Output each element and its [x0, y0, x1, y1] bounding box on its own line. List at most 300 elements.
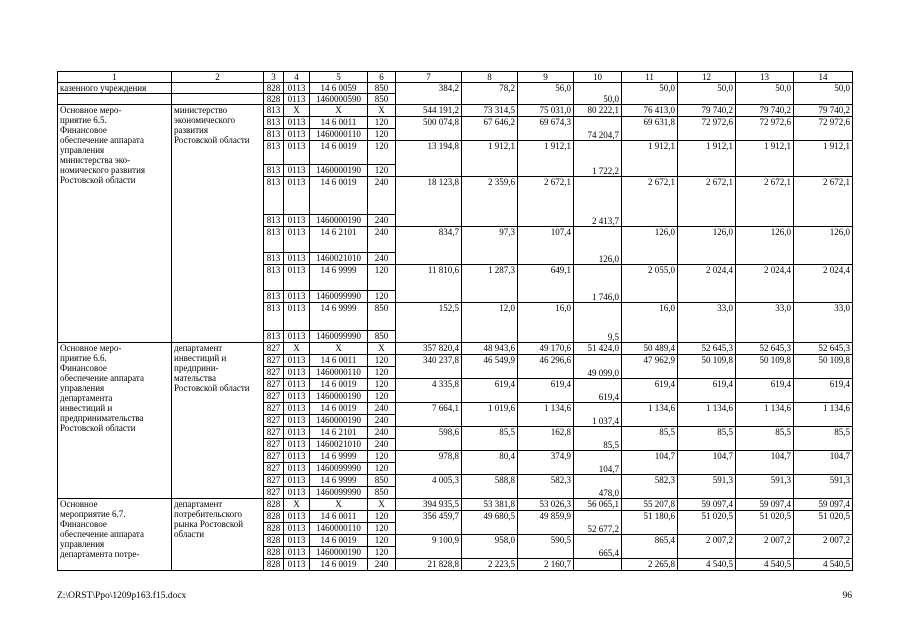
page-number: 96: [842, 591, 852, 601]
org-cell-line: мательства: [174, 373, 216, 383]
cell-c5: 1460000110: [310, 367, 368, 379]
cell-c11: 1 134,6: [622, 403, 678, 415]
cell-c6: 120: [368, 463, 396, 475]
cell-c5: 14 6 0019: [310, 379, 368, 391]
header-row: [58, 72, 853, 83]
cell-c6: 120: [368, 511, 396, 523]
cell-c7: [396, 129, 462, 141]
cell-c13: 52 645,3: [736, 343, 794, 355]
cell-c14: [794, 463, 853, 475]
cell-c5: 14 6 9999: [310, 451, 368, 463]
cell-c8: 1 912,1: [462, 141, 518, 165]
cell-c10: 619,4: [574, 391, 622, 403]
cell-c6: 120: [368, 379, 396, 391]
cell-c7: [396, 415, 462, 427]
cell-c13: 79 740,2: [736, 105, 794, 117]
cell-c10: 2 413,7: [574, 215, 622, 227]
cell-c3: 827: [264, 367, 284, 379]
cell-c8: 97,3: [462, 227, 518, 253]
cell-c4: 0113: [284, 427, 310, 439]
cell-c10: 104,7: [574, 463, 622, 475]
header-cell: 12: [678, 72, 736, 83]
cell-c6: 120: [368, 141, 396, 165]
header-cell: 6: [368, 72, 396, 83]
cell-c10: [574, 355, 622, 367]
cell-c11: 2 672,1: [622, 177, 678, 215]
header-cell: 1: [58, 72, 172, 83]
cell-c4: 0113: [284, 439, 310, 451]
event-cell-line: Ростовской области: [60, 423, 136, 433]
cell-c9: 49 859,9: [518, 511, 574, 523]
cell-c9: 49 170,6: [518, 343, 574, 355]
cell-c7: 13 194,8: [396, 141, 462, 165]
table-row: [58, 83, 853, 94]
cell-c13: [736, 367, 794, 379]
cell-c5: 1460000190: [310, 165, 368, 177]
cell-c12: [678, 547, 736, 559]
cell-c12: 59 097,4: [678, 499, 736, 511]
cell-c10: 1 746,0: [574, 291, 622, 303]
cell-c11: 51 180,6: [622, 511, 678, 523]
cell-c8: 619,4: [462, 379, 518, 391]
event-cell-line: приятие 6.5.: [60, 115, 107, 125]
cell-c9: 56,0: [518, 83, 574, 94]
cell-c13: [736, 331, 794, 343]
cell-c12: [678, 165, 736, 177]
cell-c6: 850: [368, 475, 396, 487]
cell-c10: [574, 117, 622, 129]
event-cell-line: департамента потре-: [60, 549, 140, 559]
cell-c13: [736, 94, 794, 105]
cell-c10: 126,0: [574, 253, 622, 265]
cell-c4: 0113: [284, 451, 310, 463]
cell-c13: [736, 463, 794, 475]
cell-c14: [794, 391, 853, 403]
budget-table: [57, 71, 853, 571]
cell-c3: 827: [264, 487, 284, 499]
cell-c11: [622, 253, 678, 265]
cell-c10: [574, 403, 622, 415]
cell-c10: [574, 475, 622, 487]
cell-c5: 14 6 2101: [310, 227, 368, 253]
event-cell-line: номического развития: [60, 165, 146, 175]
cell-c14: 104,7: [794, 451, 853, 463]
cell-c5: 14 6 2101: [310, 427, 368, 439]
cell-c9: [518, 253, 574, 265]
cell-c10: [574, 535, 622, 547]
cell-c8: 12,0: [462, 303, 518, 331]
cell-c13: [736, 165, 794, 177]
cell-c13: [736, 129, 794, 141]
cell-c4: 0113: [284, 487, 310, 499]
cell-c13: 126,0: [736, 227, 794, 253]
cell-c7: 544 191,2: [396, 105, 462, 117]
cell-c12: [678, 215, 736, 227]
cell-c7: [396, 291, 462, 303]
cell-c4: 0113: [284, 463, 310, 475]
cell-c10: [574, 303, 622, 331]
cell-c14: [794, 487, 853, 499]
cell-c11: 85,5: [622, 427, 678, 439]
event-cell-line: предпринимательства: [60, 413, 144, 423]
cell-c8: [462, 391, 518, 403]
event-cell-line: Основное меро-: [60, 105, 122, 115]
cell-c5: 14 6 9999: [310, 265, 368, 291]
cell-c3: 813: [264, 331, 284, 343]
cell-c11: 50,0: [622, 83, 678, 94]
org-cell-line: области: [174, 529, 205, 539]
cell-c7: [396, 547, 462, 559]
cell-c14: 50,0: [794, 83, 853, 94]
cell-c10: [574, 379, 622, 391]
cell-c9: 1 912,1: [518, 141, 574, 165]
cell-c8: 67 646,2: [462, 117, 518, 129]
cell-c5: 1460000190: [310, 547, 368, 559]
cell-c5: X: [310, 343, 368, 355]
cell-c6: 240: [368, 415, 396, 427]
cell-c14: [794, 415, 853, 427]
cell-c5: 1460021010: [310, 253, 368, 265]
cell-c13: 104,7: [736, 451, 794, 463]
cell-c11: 2 055,0: [622, 265, 678, 291]
cell-c5: 14 6 9999: [310, 303, 368, 331]
cell-c6: 240: [368, 227, 396, 253]
cell-c3: 813: [264, 129, 284, 141]
cell-c5: 1460021010: [310, 439, 368, 451]
event-cell-line: управления: [60, 145, 105, 155]
cell-c10: [574, 227, 622, 253]
cell-c6: 120: [368, 291, 396, 303]
cell-c12: 52 645,3: [678, 343, 736, 355]
cell-c13: 1 134,6: [736, 403, 794, 415]
cell-c8: 53 381,8: [462, 499, 518, 511]
cell-c3: 828: [264, 511, 284, 523]
event-cell-line: управления: [60, 539, 105, 549]
cell-c3: 827: [264, 463, 284, 475]
cell-c12: [678, 367, 736, 379]
cell-c10: [574, 83, 622, 94]
cell-c4: 0113: [284, 265, 310, 291]
cell-c8: [462, 129, 518, 141]
header-cell: 8: [462, 72, 518, 83]
org-cell: [172, 94, 264, 105]
cell-c13: [736, 547, 794, 559]
cell-c10: 85,5: [574, 439, 622, 451]
cell-c6: 240: [368, 403, 396, 415]
cell-c6: 240: [368, 253, 396, 265]
cell-c13: 4 540,5: [736, 559, 794, 571]
cell-c9: 46 296,6: [518, 355, 574, 367]
cell-c9: [518, 487, 574, 499]
cell-c4: 0113: [284, 177, 310, 215]
cell-c5: 1460099990: [310, 291, 368, 303]
cell-c5: 1460000590: [310, 94, 368, 105]
cell-c3: 813: [264, 265, 284, 291]
cell-c11: [622, 547, 678, 559]
header-cell: 7: [396, 72, 462, 83]
cell-c6: 120: [368, 355, 396, 367]
cell-c12: 50,0: [678, 83, 736, 94]
event-cell-line: Финансовое: [60, 363, 107, 373]
cell-c13: [736, 439, 794, 451]
cell-c9: 162,8: [518, 427, 574, 439]
cell-c11: 69 631,8: [622, 117, 678, 129]
cell-c4: 0113: [284, 415, 310, 427]
cell-c9: [518, 547, 574, 559]
cell-c9: 649,1: [518, 265, 574, 291]
cell-c3: 813: [264, 253, 284, 265]
cell-c12: 2 672,1: [678, 177, 736, 215]
cell-c3: 828: [264, 94, 284, 105]
cell-c11: 47 962,9: [622, 355, 678, 367]
cell-c12: 126,0: [678, 227, 736, 253]
cell-c14: 126,0: [794, 227, 853, 253]
cell-c9: 107,4: [518, 227, 574, 253]
cell-c13: 1 912,1: [736, 141, 794, 165]
cell-c14: [794, 547, 853, 559]
cell-c7: 9 100,9: [396, 535, 462, 547]
cell-c11: [622, 291, 678, 303]
cell-c5: 14 6 0019: [310, 535, 368, 547]
cell-c3: 827: [264, 427, 284, 439]
cell-c14: 4 540,5: [794, 559, 853, 571]
cell-c6: 850: [368, 487, 396, 499]
cell-c14: 1 912,1: [794, 141, 853, 165]
cell-c5: 14 6 0019: [310, 403, 368, 415]
cell-c8: 958,0: [462, 535, 518, 547]
b3-total-row: [58, 499, 853, 511]
cell-c11: 50 489,4: [622, 343, 678, 355]
header-cell: 4: [284, 72, 310, 83]
cell-c14: [794, 439, 853, 451]
event-cell-line: Основное: [60, 499, 98, 509]
cell-c8: [462, 415, 518, 427]
cell-c13: 2 007,2: [736, 535, 794, 547]
cell-c11: 126,0: [622, 227, 678, 253]
cell-c10: 665,4: [574, 547, 622, 559]
cell-c8: 1 019,6: [462, 403, 518, 415]
cell-c5: 14 6 0011: [310, 355, 368, 367]
cell-c11: [622, 165, 678, 177]
cell-c9: [518, 129, 574, 141]
cell-c14: 33,0: [794, 303, 853, 331]
cell-c14: 51 020,5: [794, 511, 853, 523]
cell-c13: [736, 253, 794, 265]
event-cell: [58, 105, 172, 343]
cell-c10: 9,5: [574, 331, 622, 343]
cell-c10: 80 222,1: [574, 105, 622, 117]
cell-c7: 4 005,3: [396, 475, 462, 487]
cell-c12: [678, 291, 736, 303]
cell-c9: 16,0: [518, 303, 574, 331]
cell-c12: 1 912,1: [678, 141, 736, 165]
cell-c7: [396, 253, 462, 265]
cell-c3: 813: [264, 291, 284, 303]
cell-c13: 50,0: [736, 83, 794, 94]
cell-c12: 72 972,6: [678, 117, 736, 129]
cell-c7: [396, 367, 462, 379]
cell-c9: 69 674,3: [518, 117, 574, 129]
cell-c4: 0113: [284, 523, 310, 535]
cell-c7: 978,8: [396, 451, 462, 463]
cell-c12: [678, 331, 736, 343]
cell-c8: [462, 253, 518, 265]
cell-c11: 2 265,8: [622, 559, 678, 571]
cell-c9: [518, 415, 574, 427]
cell-c7: [396, 463, 462, 475]
cell-c7: [396, 391, 462, 403]
cell-c9: [518, 463, 574, 475]
cell-c6: 120: [368, 547, 396, 559]
cell-c13: [736, 291, 794, 303]
cell-c9: 374,9: [518, 451, 574, 463]
cell-c4: 0113: [284, 215, 310, 227]
cell-c6: 850: [368, 94, 396, 105]
cell-c8: [462, 291, 518, 303]
event-cell-line: приятие 6.6.: [60, 353, 107, 363]
cell-c8: [462, 547, 518, 559]
cell-c6: X: [368, 105, 396, 117]
cell-c12: 1 134,6: [678, 403, 736, 415]
cell-c8: 78,2: [462, 83, 518, 94]
org-cell-line: рынка Ростовской: [174, 519, 244, 529]
event-cell-line: министерства эко-: [60, 155, 131, 165]
cell-c6: 850: [368, 331, 396, 343]
cell-c9: [518, 215, 574, 227]
cell-c11: 865,4: [622, 535, 678, 547]
cell-c12: 51 020,5: [678, 511, 736, 523]
event-cell-line: департамента: [60, 393, 113, 403]
header-cell: 10: [574, 72, 622, 83]
cell-c3: 813: [264, 177, 284, 215]
cell-c3: 813: [264, 303, 284, 331]
cell-c10: [574, 177, 622, 215]
cell-c11: [622, 391, 678, 403]
cell-c10: 56 065,1: [574, 499, 622, 511]
cell-c12: [678, 129, 736, 141]
cell-c4: 0113: [284, 303, 310, 331]
cell-c8: [462, 523, 518, 535]
cell-c5: 14 6 0019: [310, 559, 368, 571]
cell-c5: 14 6 0011: [310, 117, 368, 129]
cell-c13: 72 972,6: [736, 117, 794, 129]
event-cell-line: Основное меро-: [60, 343, 122, 353]
cell-c11: [622, 415, 678, 427]
cell-c8: 85,5: [462, 427, 518, 439]
cell-c14: [794, 215, 853, 227]
cell-c7: [396, 94, 462, 105]
cell-c6: X: [368, 499, 396, 511]
cell-c12: 79 740,2: [678, 105, 736, 117]
event-cell-line: Финансовое: [60, 125, 107, 135]
cell-c9: 53 026,3: [518, 499, 574, 511]
header-cell: 9: [518, 72, 574, 83]
cell-c12: [678, 523, 736, 535]
cell-c5: 1460000190: [310, 415, 368, 427]
cell-c9: [518, 523, 574, 535]
event-cell-line: обеспечение аппарата: [60, 373, 144, 383]
cell-c11: [622, 367, 678, 379]
cell-c7: 356 459,7: [396, 511, 462, 523]
cell-c3: 813: [264, 141, 284, 165]
cell-c8: [462, 367, 518, 379]
cell-c11: [622, 129, 678, 141]
cell-c11: [622, 463, 678, 475]
cell-c4: 0113: [284, 227, 310, 253]
org-cell-line: предприни-: [174, 363, 219, 373]
cell-c14: 619,4: [794, 379, 853, 391]
cell-c13: 591,3: [736, 475, 794, 487]
cell-c9: [518, 367, 574, 379]
cell-c9: [518, 165, 574, 177]
cell-c14: 59 097,4: [794, 499, 853, 511]
event-cell-line: инвестиций и: [60, 403, 113, 413]
page-footer: [57, 591, 852, 603]
cell-c9: 1 134,6: [518, 403, 574, 415]
cell-c12: 2 007,2: [678, 535, 736, 547]
cell-c8: [462, 439, 518, 451]
cell-c8: 2 223,5: [462, 559, 518, 571]
cell-c6: 850: [368, 83, 396, 94]
cell-c11: 104,7: [622, 451, 678, 463]
org-cell-line: потребительского: [174, 509, 243, 519]
cell-c7: [396, 215, 462, 227]
cell-c5: 14 6 0011: [310, 511, 368, 523]
cell-c13: [736, 415, 794, 427]
cell-c3: 827: [264, 391, 284, 403]
cell-c8: [462, 165, 518, 177]
cell-c12: 104,7: [678, 451, 736, 463]
cell-c9: 2 160,7: [518, 559, 574, 571]
cell-c13: 2 672,1: [736, 177, 794, 215]
cell-c3: 813: [264, 227, 284, 253]
cell-c12: [678, 463, 736, 475]
org-cell: [172, 105, 264, 343]
cell-c6: X: [368, 343, 396, 355]
cell-c8: [462, 94, 518, 105]
cell-c13: 59 097,4: [736, 499, 794, 511]
cell-c3: 813: [264, 165, 284, 177]
cell-c7: [396, 523, 462, 535]
cell-c14: 2 672,1: [794, 177, 853, 215]
cell-c11: 76 413,0: [622, 105, 678, 117]
table-row: [58, 94, 853, 105]
cell-c8: 48 943,6: [462, 343, 518, 355]
cell-c8: 80,4: [462, 451, 518, 463]
cell-c3: 828: [264, 83, 284, 94]
cell-c5: 14 6 0019: [310, 141, 368, 165]
cell-c6: 240: [368, 439, 396, 451]
cell-c4: 0113: [284, 535, 310, 547]
cell-c5: 1460000110: [310, 523, 368, 535]
cell-c13: 2 024,4: [736, 265, 794, 291]
cell-c7: 394 935,5: [396, 499, 462, 511]
cell-c3: 828: [264, 559, 284, 571]
header-cell: 14: [794, 72, 853, 83]
cell-c14: [794, 94, 853, 105]
cell-c12: 591,3: [678, 475, 736, 487]
cell-c4: 0113: [284, 117, 310, 129]
cell-c12: [678, 391, 736, 403]
cell-c4: 0113: [284, 403, 310, 415]
cell-c8: [462, 487, 518, 499]
cell-c12: 50 109,8: [678, 355, 736, 367]
cell-c3: 827: [264, 343, 284, 355]
cell-c7: [396, 487, 462, 499]
cell-c3: 828: [264, 499, 284, 511]
cell-c9: 582,3: [518, 475, 574, 487]
header-cell: 5: [310, 72, 368, 83]
